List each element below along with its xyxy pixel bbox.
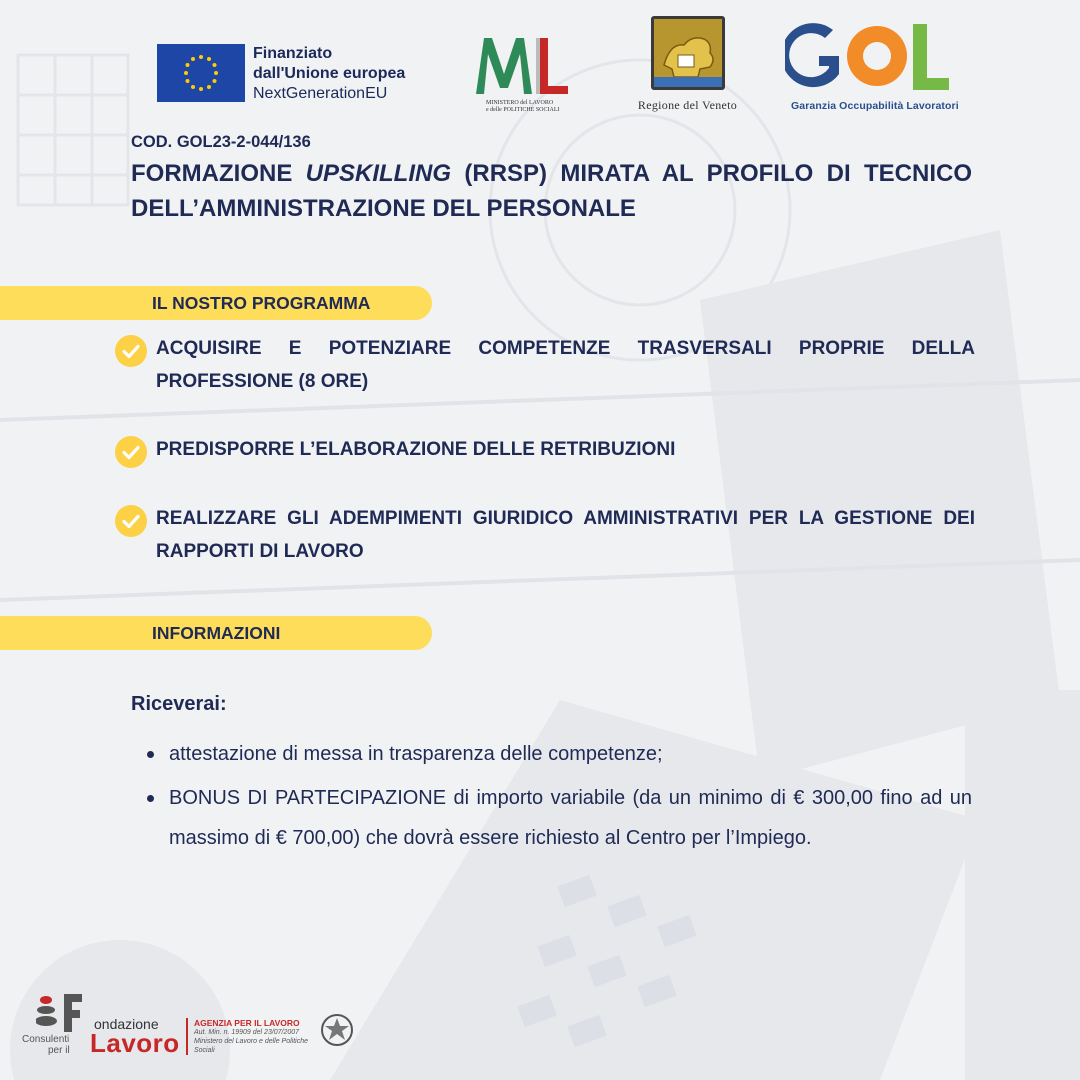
course-code: COD. GOL23-2-044/136 [131, 133, 311, 151]
list-item: BONUS DI PARTECIPAZIONE di importo variabile (da un minimo di € 300,00 fino ad un massimo di € 700,00) che dovrà essere richiesto al Centro per l’Impiego. [145, 778, 972, 858]
title-part-1: FORMAZIONE [131, 160, 306, 187]
info-heading-pill [0, 616, 432, 650]
title-emphasis: UPSKILLING [305, 160, 452, 187]
agency-title: AGENZIA PER IL LAVORO [194, 1018, 300, 1028]
ministry-ml-icon [470, 26, 572, 98]
eu-line-1: Finanziato [253, 45, 333, 62]
check-circle-icon [115, 335, 147, 367]
gol-wordmark-icon [785, 16, 953, 100]
program-item-text: ACQUISIRE E POTENZIARE COMPETENZE TRASVERSALI PROPRIE DELLA PROFESSIONE (8 ORE) [156, 338, 975, 392]
agency-block [186, 1018, 326, 1055]
fondazione-lavoro-logo [22, 988, 182, 1058]
gol-logo [785, 16, 959, 122]
fdl-small-2: per il [48, 1045, 70, 1056]
footer-logos [22, 988, 372, 1058]
lion-crest-icon [651, 16, 725, 90]
title-part-2: (RRSP) MIRATA AL PROFILO DI TECNICO DELL’AMMINISTRAZIONE DEL PERSONALE [131, 160, 972, 222]
eu-line-3: NextGenerationEU [253, 85, 388, 102]
check-circle-icon [115, 436, 147, 468]
benefits-list [145, 734, 972, 862]
program-heading: IL NOSTRO PROGRAMMA [152, 293, 371, 313]
program-item [115, 332, 975, 398]
region-label: Regione del Veneto [637, 98, 738, 112]
program-item [115, 433, 975, 466]
gol-subtitle: Garanzia Occupabilità Lavoratori [791, 100, 959, 112]
ministry-line-1: MINISTERO del LAVORO [486, 100, 554, 106]
fdl-small-1: Consulenti [22, 1034, 70, 1045]
program-item-text: REALIZZARE GLI ADEMPIMENTI GIURIDICO AMMINISTRATIVI PER LA GESTIONE DEI RAPPORTI DI LAVORO [156, 508, 975, 562]
page-title [131, 156, 972, 226]
eu-line-2: dall'Unione europea [253, 65, 406, 82]
list-item: attestazione di messa in trasparenza delle competenze; [145, 734, 972, 774]
ministry-line-2: e delle POLITICHE SOCIALI [486, 107, 560, 113]
fdl-name: ondazione [94, 1016, 159, 1032]
receive-title: Riceverai: [131, 693, 227, 715]
program-item-text: PREDISPORRE L’ELABORAZIONE DELLE RETRIBUZIONI [156, 439, 676, 460]
ministry-logo [470, 26, 572, 122]
republic-emblem-icon [320, 1012, 354, 1048]
program-item [115, 502, 975, 568]
fdl-big: Lavoro [90, 1028, 180, 1058]
eu-funding-logo [157, 44, 405, 104]
agency-line-1: Aut. Min. n. 19909 del 23/07/2007 [194, 1029, 300, 1036]
check-circle-icon [115, 505, 147, 537]
eu-flag-icon [157, 44, 245, 102]
stones-icon [36, 992, 96, 1034]
header-logos [0, 14, 1080, 119]
info-heading: INFORMAZIONI [152, 623, 281, 643]
region-veneto-logo [630, 16, 745, 122]
agency-line-2: Ministero del Lavoro e delle Politiche Sociali [194, 1038, 309, 1054]
program-heading-pill [0, 286, 432, 320]
